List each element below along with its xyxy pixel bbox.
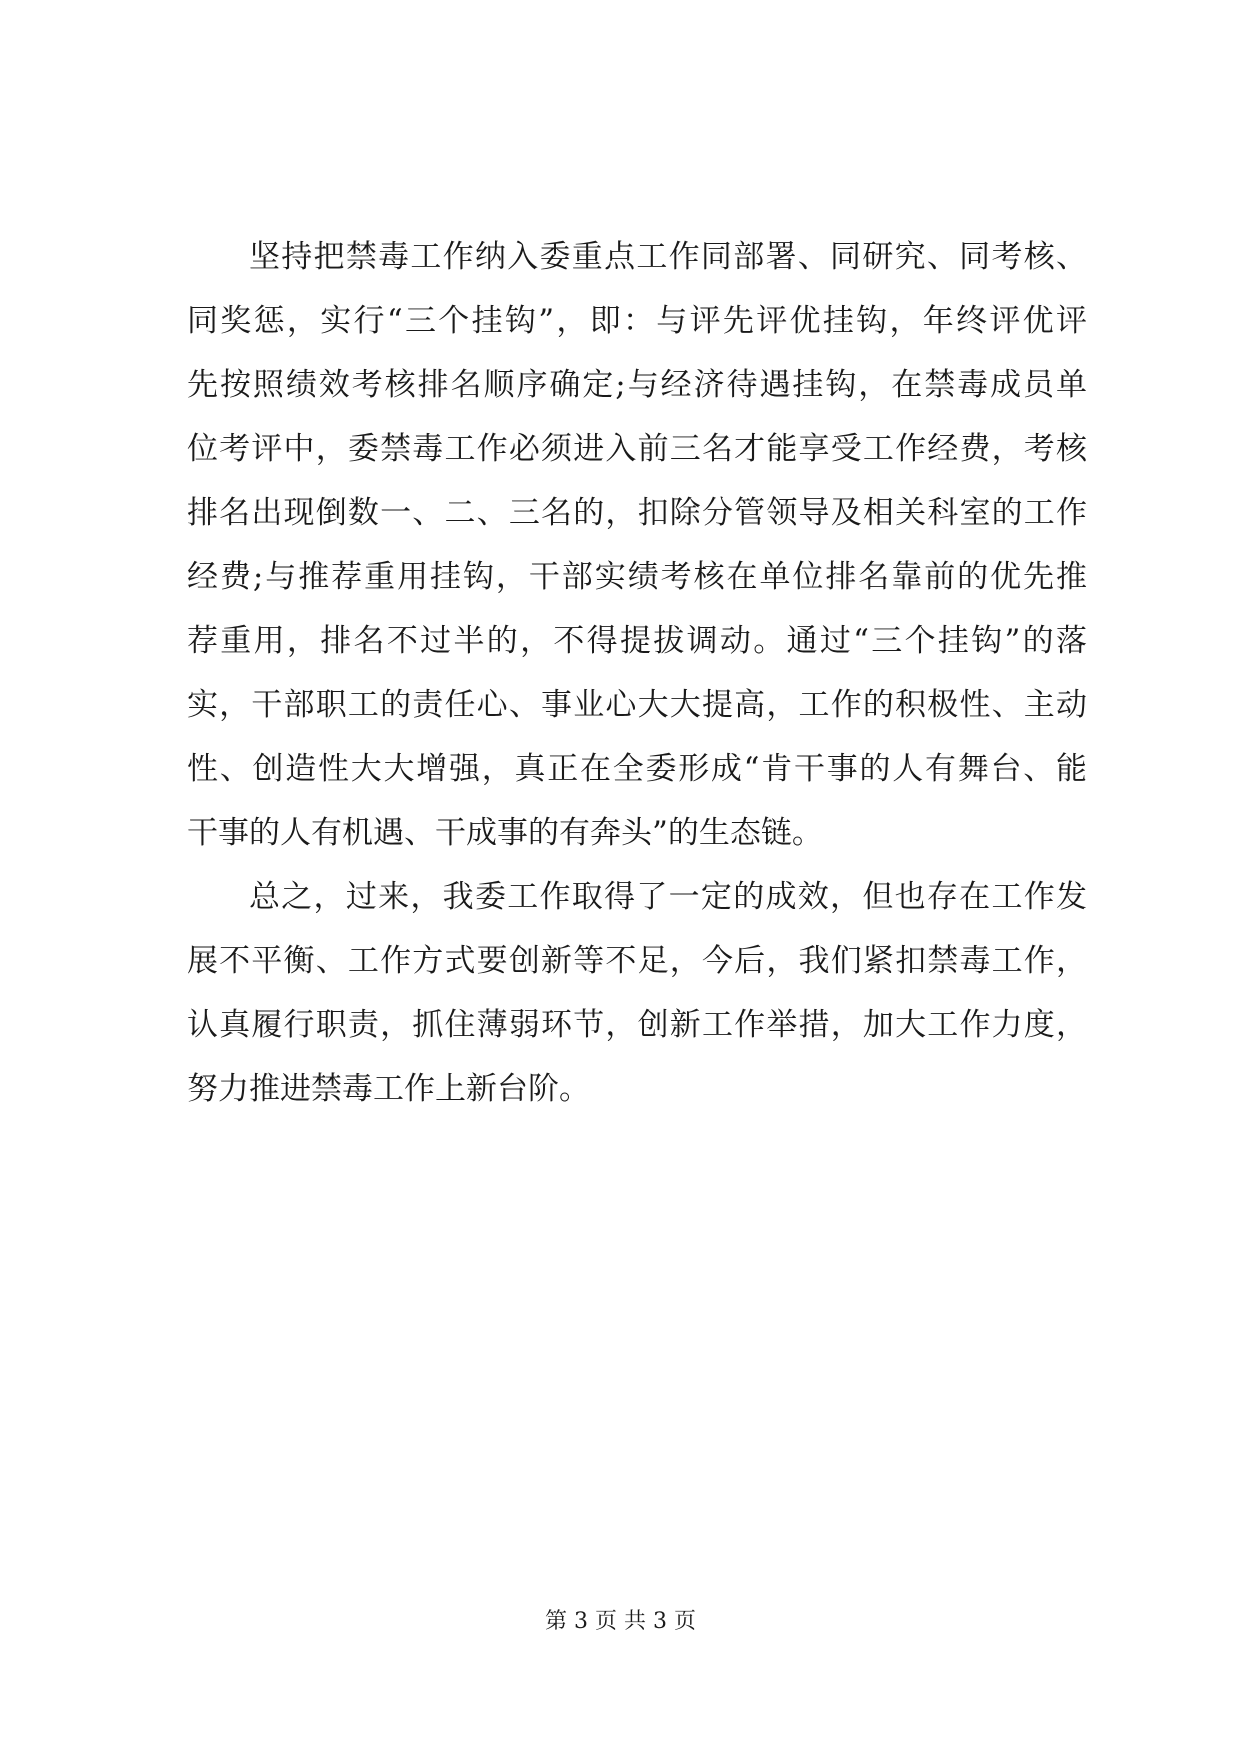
text-line: 同奖惩，实行“三个挂钩”，即：与评先评优挂钩，年终评优评	[187, 303, 1087, 339]
text-line: 先按照绩效考核排名顺序确定;与经济待遇挂钩，在禁毒成员单	[187, 367, 1087, 403]
text-line: 经费;与推荐重用挂钩，干部实绩考核在单位排名靠前的优先推	[187, 559, 1087, 595]
text-line: 荐重用，排名不过半的，不得提拔调动。通过“三个挂钩”的落	[187, 623, 1087, 659]
paragraph-2	[187, 865, 1087, 1121]
text-line: 位考评中，委禁毒工作必须进入前三名才能享受工作经费，考核	[187, 431, 1087, 467]
text-line: 认真履行职责，抓住薄弱环节，创新工作举措，加大工作力度，	[187, 1007, 1087, 1043]
text-line: 干事的人有机遇、干成事的有奔头”的生态链。	[187, 815, 823, 851]
text-line: 总之，过来，我委工作取得了一定的成效，但也存在工作发	[249, 879, 1087, 915]
text-line: 努力推进禁毒工作上新台阶。	[187, 1071, 590, 1107]
text-line: 实，干部职工的责任心、事业心大大提高，工作的积极性、主动	[187, 687, 1087, 723]
body-text	[187, 225, 1087, 1121]
text-line: 坚持把禁毒工作纳入委重点工作同部署、同研究、同考核、	[249, 239, 1087, 275]
page-number-footer: 第 3 页 共 3 页	[545, 1609, 696, 1634]
text-line: 展不平衡、工作方式要创新等不足，今后，我们紧扣禁毒工作，	[187, 943, 1087, 979]
paragraph-1	[187, 225, 1087, 865]
text-line: 性、创造性大大增强，真正在全委形成“肯干事的人有舞台、能	[187, 751, 1087, 787]
text-line: 排名出现倒数一、二、三名的，扣除分管领导及相关科室的工作	[187, 495, 1087, 531]
